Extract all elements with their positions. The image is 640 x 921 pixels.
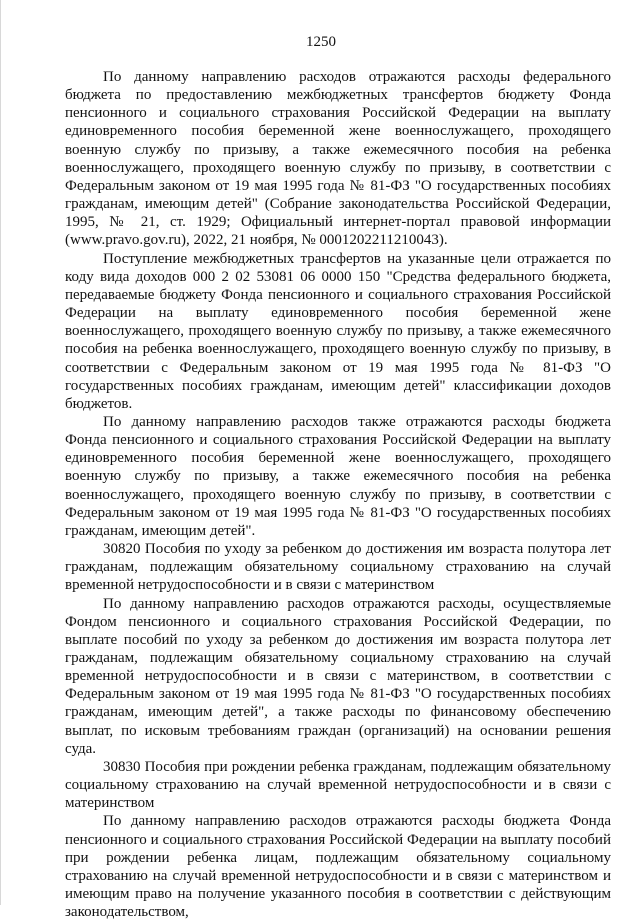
heading-30830: 30830 Пособия при рождении ребенка гражданам, подлежащим обязательному социальному страхованию на случай временной нетрудоспособности и в связи с материнством <box>65 758 611 812</box>
page-number: 1250 <box>306 34 336 50</box>
paragraph-3: По данному направлению расходов также отражаются расходы бюджета Фонда пенсионного и социального страхования Российской Федерации на выплату единовременного пособия беременной жене военнослужащего, проходящего военную службу по призыву, а также ежемесячного пособия на ребенка военнослужащего, проходящего военную службу по призыву, в соответствии с Федеральным законом от 19 мая 1995 года № 81-ФЗ "О государственных пособиях гражданам, имеющим детей". <box>65 413 611 539</box>
heading-30820: 30820 Пособия по уходу за ребенком до достижения им возраста полутора лет гражданам, подлежащим обязательному социальному страхованию на случай временной нетрудоспособности и в связи с материнством <box>65 541 611 594</box>
paragraph-1: По данному направлению расходов отражаются расходы федерального бюджета по предоставлению межбюджетных трансфертов бюджету Фонда пенсионного и социального страхования Российской Федерации на выплату единовременного пособия беременной жене военнослужащего, проходящего военную службу по призыву, а также ежемесячного пособия на ребенка военнослужащего, проходящего военную службу по призыву, в соответствии с Федеральным законом от 19 мая 1995 года № 81-ФЗ "О государственных пособиях гражданам, имеющим детей" (Собрание законодательства Российской Федерации, 1995, № 21, ст. 1929; Официальный интернет-портал правовой информации (www.pravo.gov.ru), 2022, 21 ноября, № 0001202211210043). <box>65 69 611 249</box>
paragraph-4: По данному направлению расходов отражаются расходы, осуществляемые Фондом пенсионного и социального страхования Российской Федерации, по выплате пособий по уходу за ребенком до достижения им возраста полутора лет гражданам, подлежащим обязательному социальному страхованию на случай временной нетрудоспособности и в связи с материнством, в соответствии с Федеральным законом от 19 мая 1995 года № 81-ФЗ "О государственных пособиях гражданам, имеющим детей", а также расходы по финансовому обеспечению выплат, по исковым требованиям граждан (организаций) на основании решения суда. <box>65 595 611 757</box>
paragraph-5: По данному направлению расходов отражаются расходы бюджета Фонда пенсионного и социального страхования Российской Федерации на выплату пособий при рождении ребенка лицам, подлежащим обязательному социальному страхованию на случай временной нетрудоспособности и в связи с материнством и имеющим право на получение указанного пособия в соответствии с действующим законодательством, <box>65 813 611 921</box>
document-body <box>65 68 611 921</box>
paragraph-2: Поступление межбюджетных трансфертов на указанные цели отражается по коду вида доходов 000 2 02 53081 06 0000 150 "Средства федерального бюджета, передаваемые бюджету Фонда пенсионного и социального страхования Российской Федерации на выплату единовременного пособия беременной жене военнослужащего, проходящего военную службу по призыву, а также ежемесячного пособия на ребенка военнослужащего, проходящего военную службу по призыву, в соответствии с Федеральным законом от 19 мая 1995 года № 81-ФЗ "О государственных пособиях гражданам, имеющим детей" классификации доходов бюджетов. <box>65 250 611 412</box>
